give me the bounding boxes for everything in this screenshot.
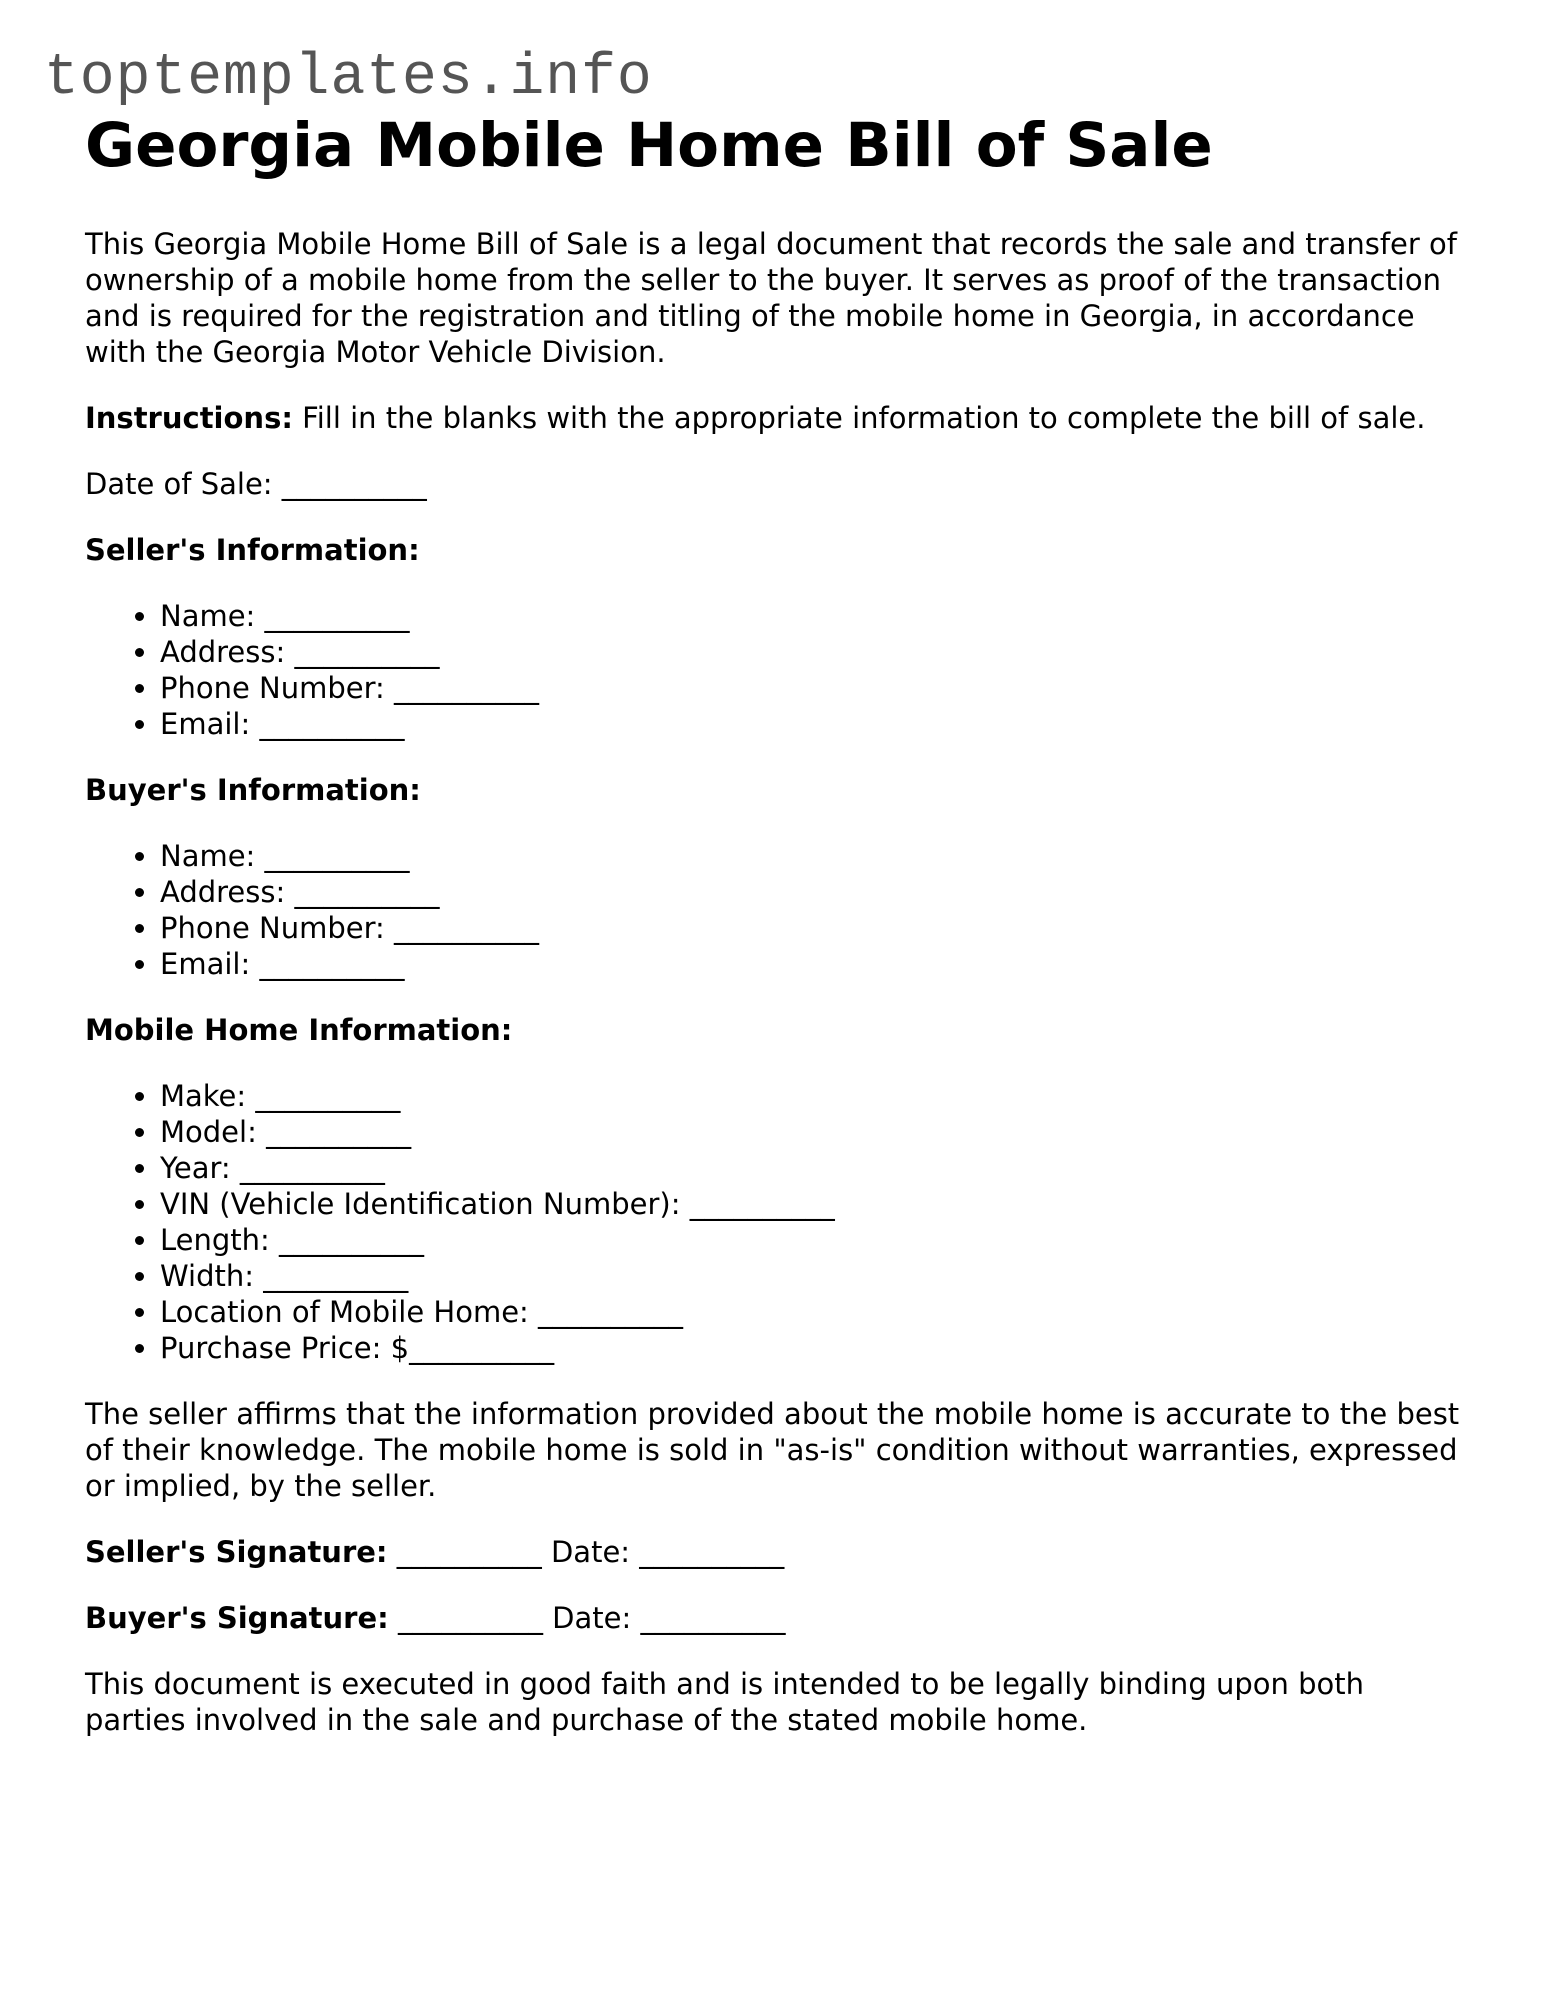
intro-paragraph: This Georgia Mobile Home Bill of Sale is a legal document that records the sale and transfer of ownership of a mobile home from the seller to the buyer. It serves as proof of the transaction and is required for the registration and titling of the mobile home in Georgia, in accordance with the Georgia Motor Vehicle Division. xyxy=(85,227,1457,369)
seller-email-blank[interactable]: __________ xyxy=(259,707,405,741)
purchase-price-blank[interactable]: __________ xyxy=(409,1331,555,1365)
seller-address-blank[interactable]: __________ xyxy=(294,635,440,669)
mobile-home-info-list xyxy=(85,1078,1465,1366)
width-label: Width: xyxy=(160,1259,264,1293)
make-label: Make: xyxy=(160,1079,256,1113)
affirmation-paragraph: The seller affirms that the information provided about the mobile home is accurate to the best of their knowledge. The mobile home is sold in "as-is" condition without warranties, expressed or implied, by the seller. xyxy=(85,1397,1460,1503)
buyer-date-blank[interactable]: __________ xyxy=(640,1601,786,1635)
list-item xyxy=(160,1114,1465,1150)
seller-phone-label: Phone Number: xyxy=(160,671,395,705)
list-item xyxy=(160,1222,1465,1258)
buyer-name-blank[interactable]: __________ xyxy=(264,839,410,873)
make-blank[interactable]: __________ xyxy=(255,1079,401,1113)
buyer-signature-label: Buyer's Signature: xyxy=(85,1601,389,1635)
seller-signature-blank[interactable]: __________ xyxy=(396,1535,542,1569)
seller-info-list xyxy=(85,598,1465,742)
list-item xyxy=(160,1186,1465,1222)
instructions-label: Instructions: xyxy=(85,401,293,435)
buyer-phone-blank[interactable]: __________ xyxy=(394,911,540,945)
date-of-sale-blank[interactable]: __________ xyxy=(281,467,427,501)
buyer-signature-blank[interactable]: __________ xyxy=(397,1601,543,1635)
seller-signature-line xyxy=(85,1534,1465,1570)
list-item xyxy=(160,670,1465,706)
watermark: toptemplates.info xyxy=(44,46,653,111)
seller-name-blank[interactable]: __________ xyxy=(264,599,410,633)
seller-name-label: Name: xyxy=(160,599,265,633)
list-item xyxy=(160,598,1465,634)
model-label: Model: xyxy=(160,1115,267,1149)
mobile-home-info-heading: Mobile Home Information: xyxy=(85,1013,513,1047)
purchase-price-label: Purchase Price: $ xyxy=(160,1331,410,1365)
seller-date-label: Date: xyxy=(541,1535,640,1569)
list-item xyxy=(160,634,1465,670)
list-item xyxy=(160,946,1465,982)
buyer-date-label: Date: xyxy=(542,1601,641,1635)
length-blank[interactable]: __________ xyxy=(279,1223,425,1257)
list-item xyxy=(160,1330,1465,1366)
buyer-address-blank[interactable]: __________ xyxy=(294,875,440,909)
buyer-email-label: Email: xyxy=(160,947,260,981)
list-item xyxy=(160,706,1465,742)
date-of-sale-label: Date of Sale: xyxy=(85,467,282,501)
seller-email-label: Email: xyxy=(160,707,260,741)
year-blank[interactable]: __________ xyxy=(239,1151,385,1185)
document-body xyxy=(85,108,1465,1768)
list-item xyxy=(160,1078,1465,1114)
seller-address-label: Address: xyxy=(160,635,295,669)
length-label: Length: xyxy=(160,1223,280,1257)
buyer-name-label: Name: xyxy=(160,839,265,873)
seller-signature-label: Seller's Signature: xyxy=(85,1535,388,1569)
instructions-text: Fill in the blanks with the appropriate information to complete the bill of sale. xyxy=(292,401,1426,435)
model-blank[interactable]: __________ xyxy=(266,1115,412,1149)
list-item xyxy=(160,1150,1465,1186)
instructions-paragraph xyxy=(85,400,1465,436)
vin-label: VIN (Vehicle Identification Number): xyxy=(160,1187,690,1221)
seller-date-blank[interactable]: __________ xyxy=(639,1535,785,1569)
list-item xyxy=(160,1258,1465,1294)
buyer-email-blank[interactable]: __________ xyxy=(259,947,405,981)
date-of-sale-line xyxy=(85,466,1465,502)
document-title: Georgia Mobile Home Bill of Sale xyxy=(85,110,1213,181)
buyer-info-list xyxy=(85,838,1465,982)
buyer-info-heading: Buyer's Information: xyxy=(85,773,421,807)
seller-info-heading: Seller's Information: xyxy=(85,533,420,567)
list-item xyxy=(160,1294,1465,1330)
location-blank[interactable]: __________ xyxy=(538,1295,684,1329)
closing-paragraph: This document is executed in good faith and is intended to be legally binding upon both parties involved in the sale and purchase of the stated mobile home. xyxy=(85,1667,1364,1737)
list-item xyxy=(160,910,1465,946)
width-blank[interactable]: __________ xyxy=(263,1259,409,1293)
vin-blank[interactable]: __________ xyxy=(689,1187,835,1221)
list-item xyxy=(160,838,1465,874)
buyer-phone-label: Phone Number: xyxy=(160,911,395,945)
buyer-address-label: Address: xyxy=(160,875,295,909)
year-label: Year: xyxy=(160,1151,240,1185)
location-label: Location of Mobile Home: xyxy=(160,1295,539,1329)
list-item xyxy=(160,874,1465,910)
seller-phone-blank[interactable]: __________ xyxy=(394,671,540,705)
buyer-signature-line xyxy=(85,1600,1465,1636)
